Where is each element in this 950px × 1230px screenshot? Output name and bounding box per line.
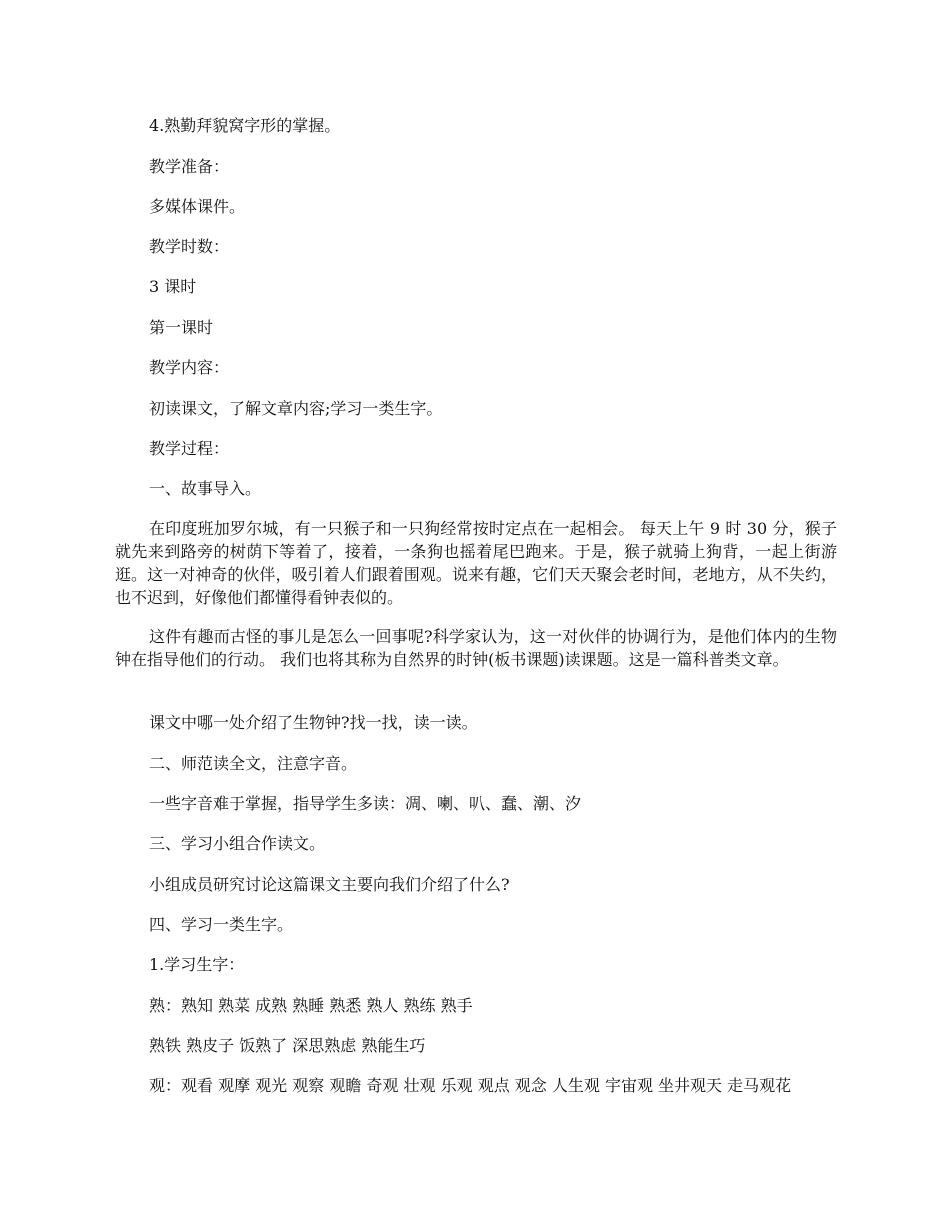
explanation-paragraph: 这件有趣而古怪的事儿是怎么一回事呢?科学家认为，这一对伙伴的协调行为，是他们体内的生物钟在指导他们的行动。 我们也将其称为自然界的时钟(板书课题)读课题。这是一篇科普类文章。 (115, 627, 837, 669)
teaching-hours-text: 3 课时 (149, 277, 197, 296)
heading-teaching-hours: 教学时数： (149, 237, 230, 256)
vocabulary-shu-line-1: 熟：熟知 熟菜 成熟 熟睡 熟悉 熟人 熟练 熟手 (149, 996, 473, 1015)
vocabulary-shu-line-2: 熟铁 熟皮子 饭熟了 深思熟虑 熟能生巧 (149, 1036, 426, 1055)
objective-item-4: 4.熟勤拜貌窝字形的掌握。 (149, 116, 341, 135)
teaching-content-text: 初读课文，了解文章内容;学习一类生字。 (149, 399, 443, 418)
pronunciation-paragraph: 一些字音难于掌握，指导学生多读：凋、喇、叭、蠢、潮、汐 (149, 794, 582, 813)
learn-characters-heading: 1.学习生字： (149, 955, 245, 974)
step-four-heading: 四、学习一类生字。 (149, 915, 294, 934)
preparation-text: 多媒体课件。 (149, 197, 246, 216)
step-two-heading: 二、师范读全文，注意字音。 (149, 754, 358, 773)
step-one-heading: 一、故事导入。 (149, 479, 262, 498)
step-three-heading: 三、学习小组合作读文。 (149, 834, 326, 853)
group-discussion-paragraph: 小组成员研究讨论这篇课文主要向我们介绍了什么? (149, 875, 510, 894)
heading-teaching-preparation: 教学准备： (149, 157, 230, 176)
question-paragraph: 课文中哪一处介绍了生物钟?找一找，读一读。 (149, 713, 478, 732)
heading-first-lesson: 第一课时 (149, 318, 214, 337)
heading-teaching-content: 教学内容： (149, 358, 230, 377)
heading-teaching-process: 教学过程： (149, 439, 230, 458)
vocabulary-guan: 观：观看 观摩 观光 观察 观瞻 奇观 壮观 乐观 观点 观念 人生观 宇宙观 坐井观天 走马观花 (149, 1076, 792, 1095)
story-paragraph: 在印度班加罗尔城，有一只猴子和一只狗经常按时定点在一起相会。 每天上午 9 时 30 分，猴子就先来到路旁的树荫下等着了，接着，一条狗也摇着尾巴跑来。于是，猴子就骑上狗背，一起上街游逛。这一对神奇的伙伴，吸引着人们跟着围观。说来有趣，它们天天聚会老时间，老地方，从不失约，也不迟到，好像他们都懂得看钟表似的。 (115, 519, 837, 607)
